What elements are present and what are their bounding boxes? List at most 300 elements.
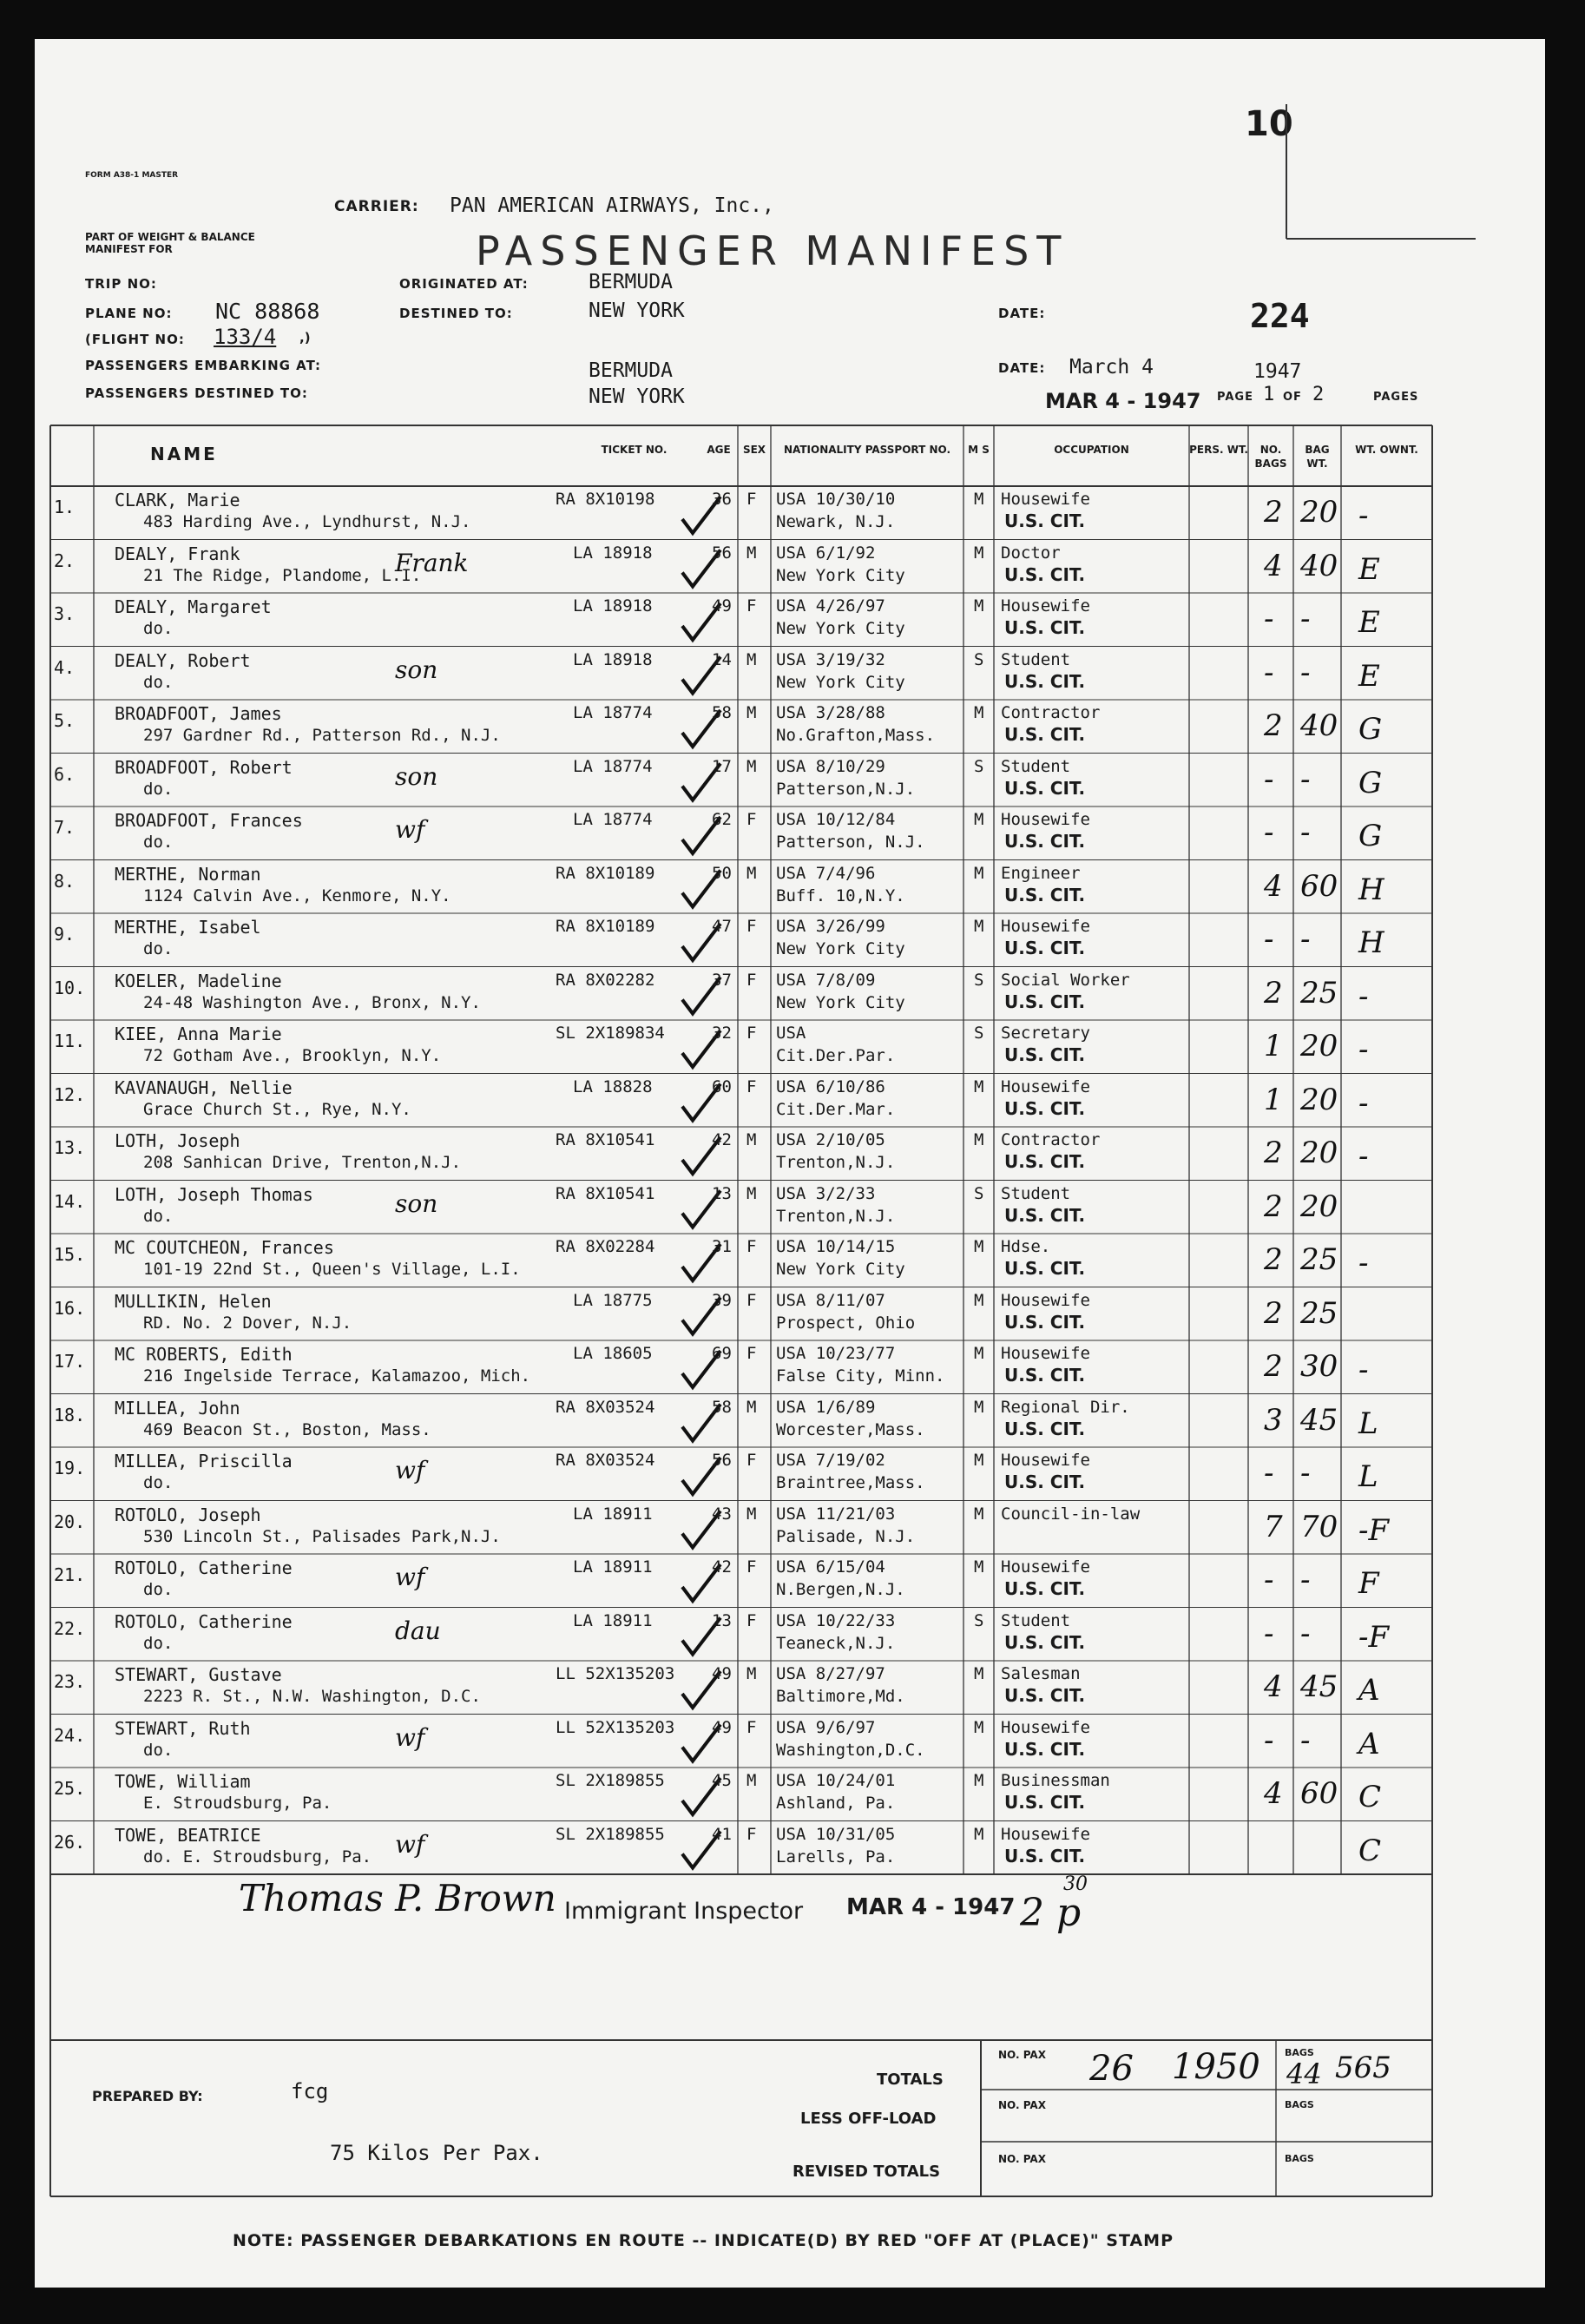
occupation: Student [1001,756,1071,776]
passenger-sex: F [746,1344,757,1363]
passenger-age: 13 [712,1610,732,1630]
passenger-age: 31 [712,1237,732,1256]
row-number: 6. [54,763,76,785]
row-number: 8. [54,870,76,892]
citizenship-stamp: U.S. CIT. [1004,1151,1086,1172]
passenger-age: 43 [712,1504,732,1524]
row-number: 19. [54,1458,86,1478]
passenger-sex: F [746,1237,757,1256]
passenger-address: 1124 Calvin Ave., Kenmore, N.Y. [143,885,451,905]
col-no-bags: NO. BAGS [1254,444,1287,470]
birthplace: New York City [776,672,905,692]
ticket-number: RA 8X10189 [556,917,655,936]
marital-status: M [974,1130,984,1149]
passenger-name: DEALY, Frank [115,543,240,564]
col-nationality: NATIONALITY PASSPORT NO. [783,444,951,456]
nationality-passport: USA 8/10/29 [776,756,885,776]
citizenship-stamp: U.S. CIT. [1004,1204,1086,1226]
number-of-bags: 7 [1264,1509,1283,1544]
passenger-name: MERTHE, Norman [115,863,261,885]
passenger-address: do. [143,672,174,692]
occupation: Housewife [1001,1557,1090,1577]
excess-weight-mark: A [1358,1673,1380,1708]
flight-no-label: (FLIGHT NO: [85,332,185,347]
passenger-age: 49 [712,1717,732,1737]
occupation: Student [1001,649,1071,669]
nationality-passport: USA 10/14/15 [776,1237,896,1256]
birthplace: Buff. 10,N.Y. [776,885,905,905]
passenger-address: do. [143,1740,174,1760]
birthplace: New York City [776,939,905,958]
row-number: 12. [54,1083,86,1105]
bag-weight: - [1300,1722,1311,1758]
row-number: 11. [54,1030,86,1051]
row-number: 16. [54,1297,86,1319]
nationality-passport: USA 3/19/32 [776,649,885,669]
excess-weight-mark: - [1358,1139,1369,1174]
destined-to-value: NEW YORK [589,385,685,408]
citizenship-stamp: U.S. CIT. [1004,1311,1086,1333]
passenger-name: TOWE, William [115,1771,251,1792]
number-of-bags: - [1264,815,1274,850]
passenger-address: 21 The Ridge, Plandome, L.I. [143,565,422,585]
passenger-age: 37 [712,970,732,990]
occupation: Student [1001,1610,1071,1630]
passenger-sex: F [746,596,757,616]
passenger-sex: M [746,756,757,776]
excess-weight-mark: G [1358,819,1383,853]
marital-status: M [974,1771,984,1790]
passenger-name: BROADFOOT, Robert [115,756,293,778]
col-sex: SEX [742,444,766,456]
ticket-number: LA 18911 [573,1557,653,1577]
bag-weight: - [1300,761,1311,797]
marital-status: M [974,1344,984,1363]
handwritten-note: son [395,761,438,791]
ticket-number: LA 18774 [573,703,653,722]
number-of-bags: 4 [1264,1669,1283,1704]
passenger-sex: M [746,1504,757,1524]
passenger-name: TOWE, BEATRICE [115,1824,261,1846]
handwritten-note: wf [395,1829,425,1859]
nationality-passport: USA 6/1/92 [776,543,876,563]
occupation: Housewife [1001,1076,1090,1096]
citizenship-stamp: U.S. CIT. [1004,1738,1086,1760]
passenger-age: 60 [712,1076,732,1096]
birthplace: Cit.Der.Mar. [776,1099,896,1119]
ticket-number: RA 8X02284 [556,1237,655,1256]
citizenship-stamp: U.S. CIT. [1004,510,1086,531]
excess-weight-mark: - [1358,498,1369,533]
passenger-name: MC COUTCHEON, Frances [115,1237,334,1258]
row-number: 13. [54,1137,86,1158]
originated-label: ORIGINATED AT: [399,276,529,292]
ticket-number: LA 18918 [573,596,653,616]
citizenship-stamp: U.S. CIT. [1004,617,1086,638]
marital-status: M [974,917,984,936]
birthplace: Trenton,N.J. [776,1206,896,1226]
date-stamp: MAR 4 - 1947 [1045,389,1201,413]
bag-weight: 40 [1300,708,1338,743]
excess-weight-mark: -F [1358,1619,1390,1655]
passenger-name: KAVANAUGH, Nellie [115,1076,293,1098]
passenger-name: MC ROBERTS, Edith [115,1344,293,1365]
ticket-number: LA 18828 [573,1076,653,1096]
number-of-bags: 4 [1264,548,1283,583]
pages-label: PAGES [1373,391,1419,404]
serial-number: 224 [1250,297,1310,335]
ticket-number: RA 8X10541 [556,1130,655,1149]
occupation: Contractor [1001,703,1101,722]
col-ticket: TICKET NO. [601,444,668,456]
marital-status: S [974,1610,984,1630]
excess-weight-mark: E [1358,551,1380,587]
excess-weight-mark: H [1358,925,1384,960]
passenger-name: MULLIKIN, Helen [115,1290,272,1312]
col-pers-wt: PERS. WT. [1189,444,1248,456]
occupation: Housewife [1001,596,1090,616]
handwritten-note: wf [395,1563,425,1591]
row-number: 5. [54,710,76,731]
passenger-sex: F [746,1290,757,1310]
bag-weight: 20 [1300,495,1338,530]
inspector-signature: Thomas P. Brown [239,1877,556,1919]
marital-status: M [974,543,984,563]
number-of-bags: - [1264,922,1274,957]
birthplace: New York City [776,1260,905,1279]
nationality-passport: USA 7/8/09 [776,970,876,990]
carrier-name: PAN AMERICAN AIRWAYS, Inc., [450,194,774,217]
bag-weight: 45 [1300,1669,1338,1704]
citizenship-stamp: U.S. CIT. [1004,938,1086,958]
row-number: 1. [54,497,76,517]
nationality-passport: USA 3/2/33 [776,1183,876,1203]
occupation: Council-in-law [1001,1504,1141,1524]
excess-weight-mark: C [1358,1780,1382,1814]
total-pax: 26 [1089,2049,1134,2089]
nationality-passport: USA 3/28/88 [776,703,885,722]
passenger-address: Grace Church St., Rye, N.Y. [143,1099,411,1119]
passenger-name: KOELER, Madeline [115,970,282,991]
passenger-address: 297 Gardner Rd., Patterson Rd., N.J. [143,726,501,745]
number-of-bags: - [1264,1722,1274,1758]
occupation: Regional Dir. [1001,1397,1130,1417]
birthplace: Braintree,Mass. [776,1473,925,1492]
row-number: 22. [54,1617,86,1639]
citizenship-stamp: U.S. CIT. [1004,884,1086,905]
bags-label-3: BAGS [1285,2153,1314,2164]
passenger-age: 41 [712,1824,732,1844]
nationality-passport: USA 4/26/97 [776,596,885,616]
excess-weight-mark: - [1358,1085,1369,1121]
passenger-age: 36 [712,490,732,509]
excess-weight-mark: -F [1358,1512,1390,1548]
nationality-passport: USA 10/24/01 [776,1771,896,1790]
occupation: Engineer [1001,863,1081,883]
marital-status: M [974,490,984,509]
bag-weight: 45 [1300,1402,1338,1438]
ticket-number: RA 8X03524 [556,1451,655,1470]
passenger-name: MERTHE, Isabel [115,917,261,938]
number-of-bags: - [1264,761,1274,797]
birthplace: No.Grafton,Mass. [776,726,936,745]
passenger-address: 2223 R. St., N.W. Washington, D.C. [143,1687,481,1706]
marital-status: M [974,703,984,722]
birthplace: New York City [776,992,905,1012]
nationality-passport: USA 8/27/97 [776,1664,885,1683]
passenger-age: 62 [712,810,732,829]
occupation: Salesman [1001,1664,1081,1683]
row-number: 18. [54,1404,86,1425]
passenger-address: E. Stroudsburg, Pa. [143,1794,332,1813]
excess-weight-mark: G [1358,765,1383,800]
excess-weight-mark: C [1358,1833,1382,1868]
ticket-number: LA 18918 [573,543,653,563]
destined-label: DESTINED TO: [399,306,513,321]
number-of-bags: 2 [1264,1188,1283,1224]
handwritten-note: wf [395,815,425,844]
passenger-sex: F [746,1557,757,1577]
occupation: Contractor [1001,1130,1101,1149]
passenger-name: LOTH, Joseph [115,1130,240,1151]
marital-status: M [974,1076,984,1096]
occupation: Businessman [1001,1771,1110,1790]
passenger-address: do. [143,779,174,799]
excess-weight-mark: L [1358,1459,1378,1494]
year-value: 1947 [1253,360,1302,383]
passenger-sex: M [746,1397,757,1417]
passenger-address: do. [143,939,174,958]
citizenship-stamp: U.S. CIT. [1004,1365,1086,1386]
passenger-sex: F [746,1024,757,1043]
ticket-number: SL 2X189834 [556,1024,665,1043]
birthplace: Patterson,N.J. [776,779,916,799]
bag-weight: 20 [1300,1188,1338,1224]
citizenship-stamp: U.S. CIT. [1004,1258,1086,1279]
marital-status: M [974,1504,984,1524]
inspector-date-stamp: MAR 4 - 1947 [846,1894,1016,1920]
bag-weight: - [1300,1616,1311,1651]
ticket-number: RA 8X10189 [556,863,655,883]
excess-weight-mark: E [1358,605,1380,640]
marital-status: S [974,1183,984,1203]
bag-weight: 40 [1300,548,1338,583]
ticket-number: LL 52X135203 [556,1664,675,1683]
nationality-passport: USA 10/12/84 [776,810,896,829]
ticket-number: RA 8X03524 [556,1397,655,1417]
bag-weight: 25 [1300,1295,1338,1331]
birthplace: Cit.Der.Par. [776,1046,896,1065]
marital-status: M [974,1397,984,1417]
row-number: 25. [54,1778,86,1799]
nationality-passport: USA [776,1024,806,1043]
passenger-sex: F [746,917,757,936]
passenger-age: 42 [712,1557,732,1577]
date2-label: DATE: [998,360,1046,376]
of-label: OF [1283,391,1302,404]
passenger-name: CLARK, Marie [115,490,240,510]
passenger-age: 69 [712,1344,732,1363]
flight-no: 133/4 [214,325,277,349]
passenger-name: MILLEA, Priscilla [115,1451,293,1471]
passenger-address: 101-19 22nd St., Queen's Village, L.I. [143,1260,521,1279]
inspector-label: Immigrant Inspector [564,1898,804,1925]
nationality-passport: USA 10/22/33 [776,1610,896,1630]
passenger-age: 49 [712,1664,732,1683]
citizenship-stamp: U.S. CIT. [1004,1097,1086,1119]
marital-status: M [974,863,984,883]
marital-status: M [974,1290,984,1310]
form-number: FORM A38-1 MASTER [85,171,179,180]
nationality-passport: USA 7/4/96 [776,863,876,883]
passenger-name: DEALY, Robert [115,649,251,671]
birthplace: Worcester,Mass. [776,1419,925,1439]
passenger-address: 530 Lincoln St., Palisades Park,N.J. [143,1526,501,1546]
passenger-age: 45 [712,1771,732,1790]
bag-weight: 60 [1300,1776,1338,1811]
row-number: 2. [54,550,76,571]
passenger-address: do. [143,833,174,852]
number-of-bags: - [1264,1563,1274,1597]
number-of-bags: - [1264,1616,1274,1651]
row-number: 9. [54,924,76,945]
bag-weight: - [1300,1563,1311,1597]
ticket-number: LA 18774 [573,756,653,776]
ticket-number: SL 2X189855 [556,1771,665,1790]
passenger-age: 39 [712,1290,732,1310]
page-number: 1 [1263,384,1275,405]
ticket-number: LA 18775 [573,1290,653,1310]
citizenship-stamp: U.S. CIT. [1004,563,1086,585]
plane-no: NC 88868 [215,299,320,324]
passenger-age: 42 [712,1130,732,1149]
handwritten-note: dau [395,1616,441,1645]
occupation: Hdse. [1001,1237,1051,1256]
passenger-name: ROTOLO, Joseph [115,1504,261,1525]
col-occupation: OCCUPATION [1054,444,1129,456]
occupation: Housewife [1001,490,1090,509]
passenger-age: 13 [712,1183,732,1203]
passenger-name: DEALY, Margaret [115,596,272,617]
nationality-passport: USA 2/10/05 [776,1130,885,1149]
revised-totals-label: REVISED TOTALS [792,2163,941,2181]
passenger-address: do. [143,1580,174,1599]
bag-weight: 20 [1300,1136,1338,1170]
number-of-bags: - [1264,602,1274,636]
number-of-bags: - [1264,1456,1274,1491]
ticket-number: LA 18605 [573,1344,653,1363]
passenger-address: 72 Gotham Ave., Brooklyn, N.Y. [143,1046,442,1065]
birthplace: False City, Minn. [776,1366,945,1386]
occupation: Housewife [1001,917,1090,936]
totals-label: TOTALS [877,2071,944,2089]
part-of-label: PART OF WEIGHT & BALANCE MANIFEST FOR [85,231,255,255]
handwritten-note: son [395,1188,438,1218]
excess-weight-mark: L [1358,1406,1378,1441]
passenger-age: 17 [712,756,732,776]
passenger-sex: F [746,490,757,509]
handwritten-note: wf [395,1456,425,1485]
citizenship-stamp: U.S. CIT. [1004,670,1086,692]
excess-weight-mark: - [1358,978,1369,1014]
bag-weight: - [1300,602,1311,636]
number-of-bags: 1 [1264,1082,1283,1117]
row-number: 26. [54,1831,86,1853]
ticket-number: LA 18918 [573,649,653,669]
occupation: Housewife [1001,810,1090,829]
passenger-sex: M [746,1771,757,1790]
occupation: Doctor [1001,543,1061,563]
number-of-bags: 2 [1264,708,1283,743]
marital-status: M [974,1451,984,1470]
occupation: Housewife [1001,1717,1090,1737]
handwritten-note: wf [395,1722,425,1752]
nationality-passport: USA 9/6/97 [776,1717,876,1737]
ticket-number: LA 18911 [573,1504,653,1524]
excess-weight-mark: F [1358,1566,1379,1601]
row-number: 7. [54,817,76,838]
pages-total: 2 [1312,384,1325,405]
citizenship-stamp: U.S. CIT. [1004,991,1086,1012]
carrier-label: CARRIER: [334,198,419,215]
bag-weight: 70 [1300,1509,1338,1544]
passenger-name: STEWART, Gustave [115,1664,282,1685]
citizenship-stamp: U.S. CIT. [1004,777,1086,799]
kilos-note: 75 Kilos Per Pax. [330,2141,543,2165]
passenger-sex: M [746,543,757,563]
row-number: 23. [54,1671,86,1692]
passenger-name: MILLEA, John [115,1397,240,1419]
page-tally: 2 p [1020,1891,1082,1935]
col-name: NAME [150,444,218,464]
citizenship-stamp: U.S. CIT. [1004,1418,1086,1439]
marital-status: M [974,1237,984,1256]
nationality-passport: USA 3/26/99 [776,917,885,936]
passenger-sex: F [746,1717,757,1737]
marital-status: M [974,596,984,616]
occupation: Secretary [1001,1024,1090,1043]
passenger-name: BROADFOOT, Frances [115,810,303,831]
passenger-age: 32 [712,1024,732,1043]
page-label: PAGE [1217,391,1253,404]
ticket-number: LA 18774 [573,810,653,829]
passenger-sex: M [746,649,757,669]
passenger-address: 208 Sanhican Drive, Trenton,N.J. [143,1153,462,1172]
nationality-passport: USA 6/15/04 [776,1557,885,1577]
citizenship-stamp: U.S. CIT. [1004,831,1086,852]
date-label: DATE: [998,306,1046,321]
bag-weight: 30 [1300,1349,1338,1384]
nationality-passport: USA 7/19/02 [776,1451,885,1470]
bag-weight: 25 [1300,975,1338,1011]
no-pax-label-1: NO. PAX [998,2049,1046,2061]
no-pax-label-3: NO. PAX [998,2153,1046,2165]
handwritten-note: Frank [395,548,469,577]
citizenship-stamp: U.S. CIT. [1004,1845,1086,1866]
passenger-address: do. [143,1473,174,1492]
nationality-passport: USA 8/11/07 [776,1290,885,1310]
ticket-number: LA 18911 [573,1610,653,1630]
birthplace: Larells, Pa. [776,1847,896,1866]
passenger-sex: M [746,1183,757,1203]
col-age: AGE [707,444,731,456]
prepared-by-label: PREPARED BY: [92,2088,203,2104]
passenger-address: 216 Ingelside Terrace, Kalamazoo, Mich. [143,1366,531,1386]
row-number: 24. [54,1724,86,1746]
passenger-address: 24-48 Washington Ave., Bronx, N.Y. [143,992,481,1012]
row-number: 20. [54,1511,86,1532]
citizenship-stamp: U.S. CIT. [1004,1685,1086,1706]
